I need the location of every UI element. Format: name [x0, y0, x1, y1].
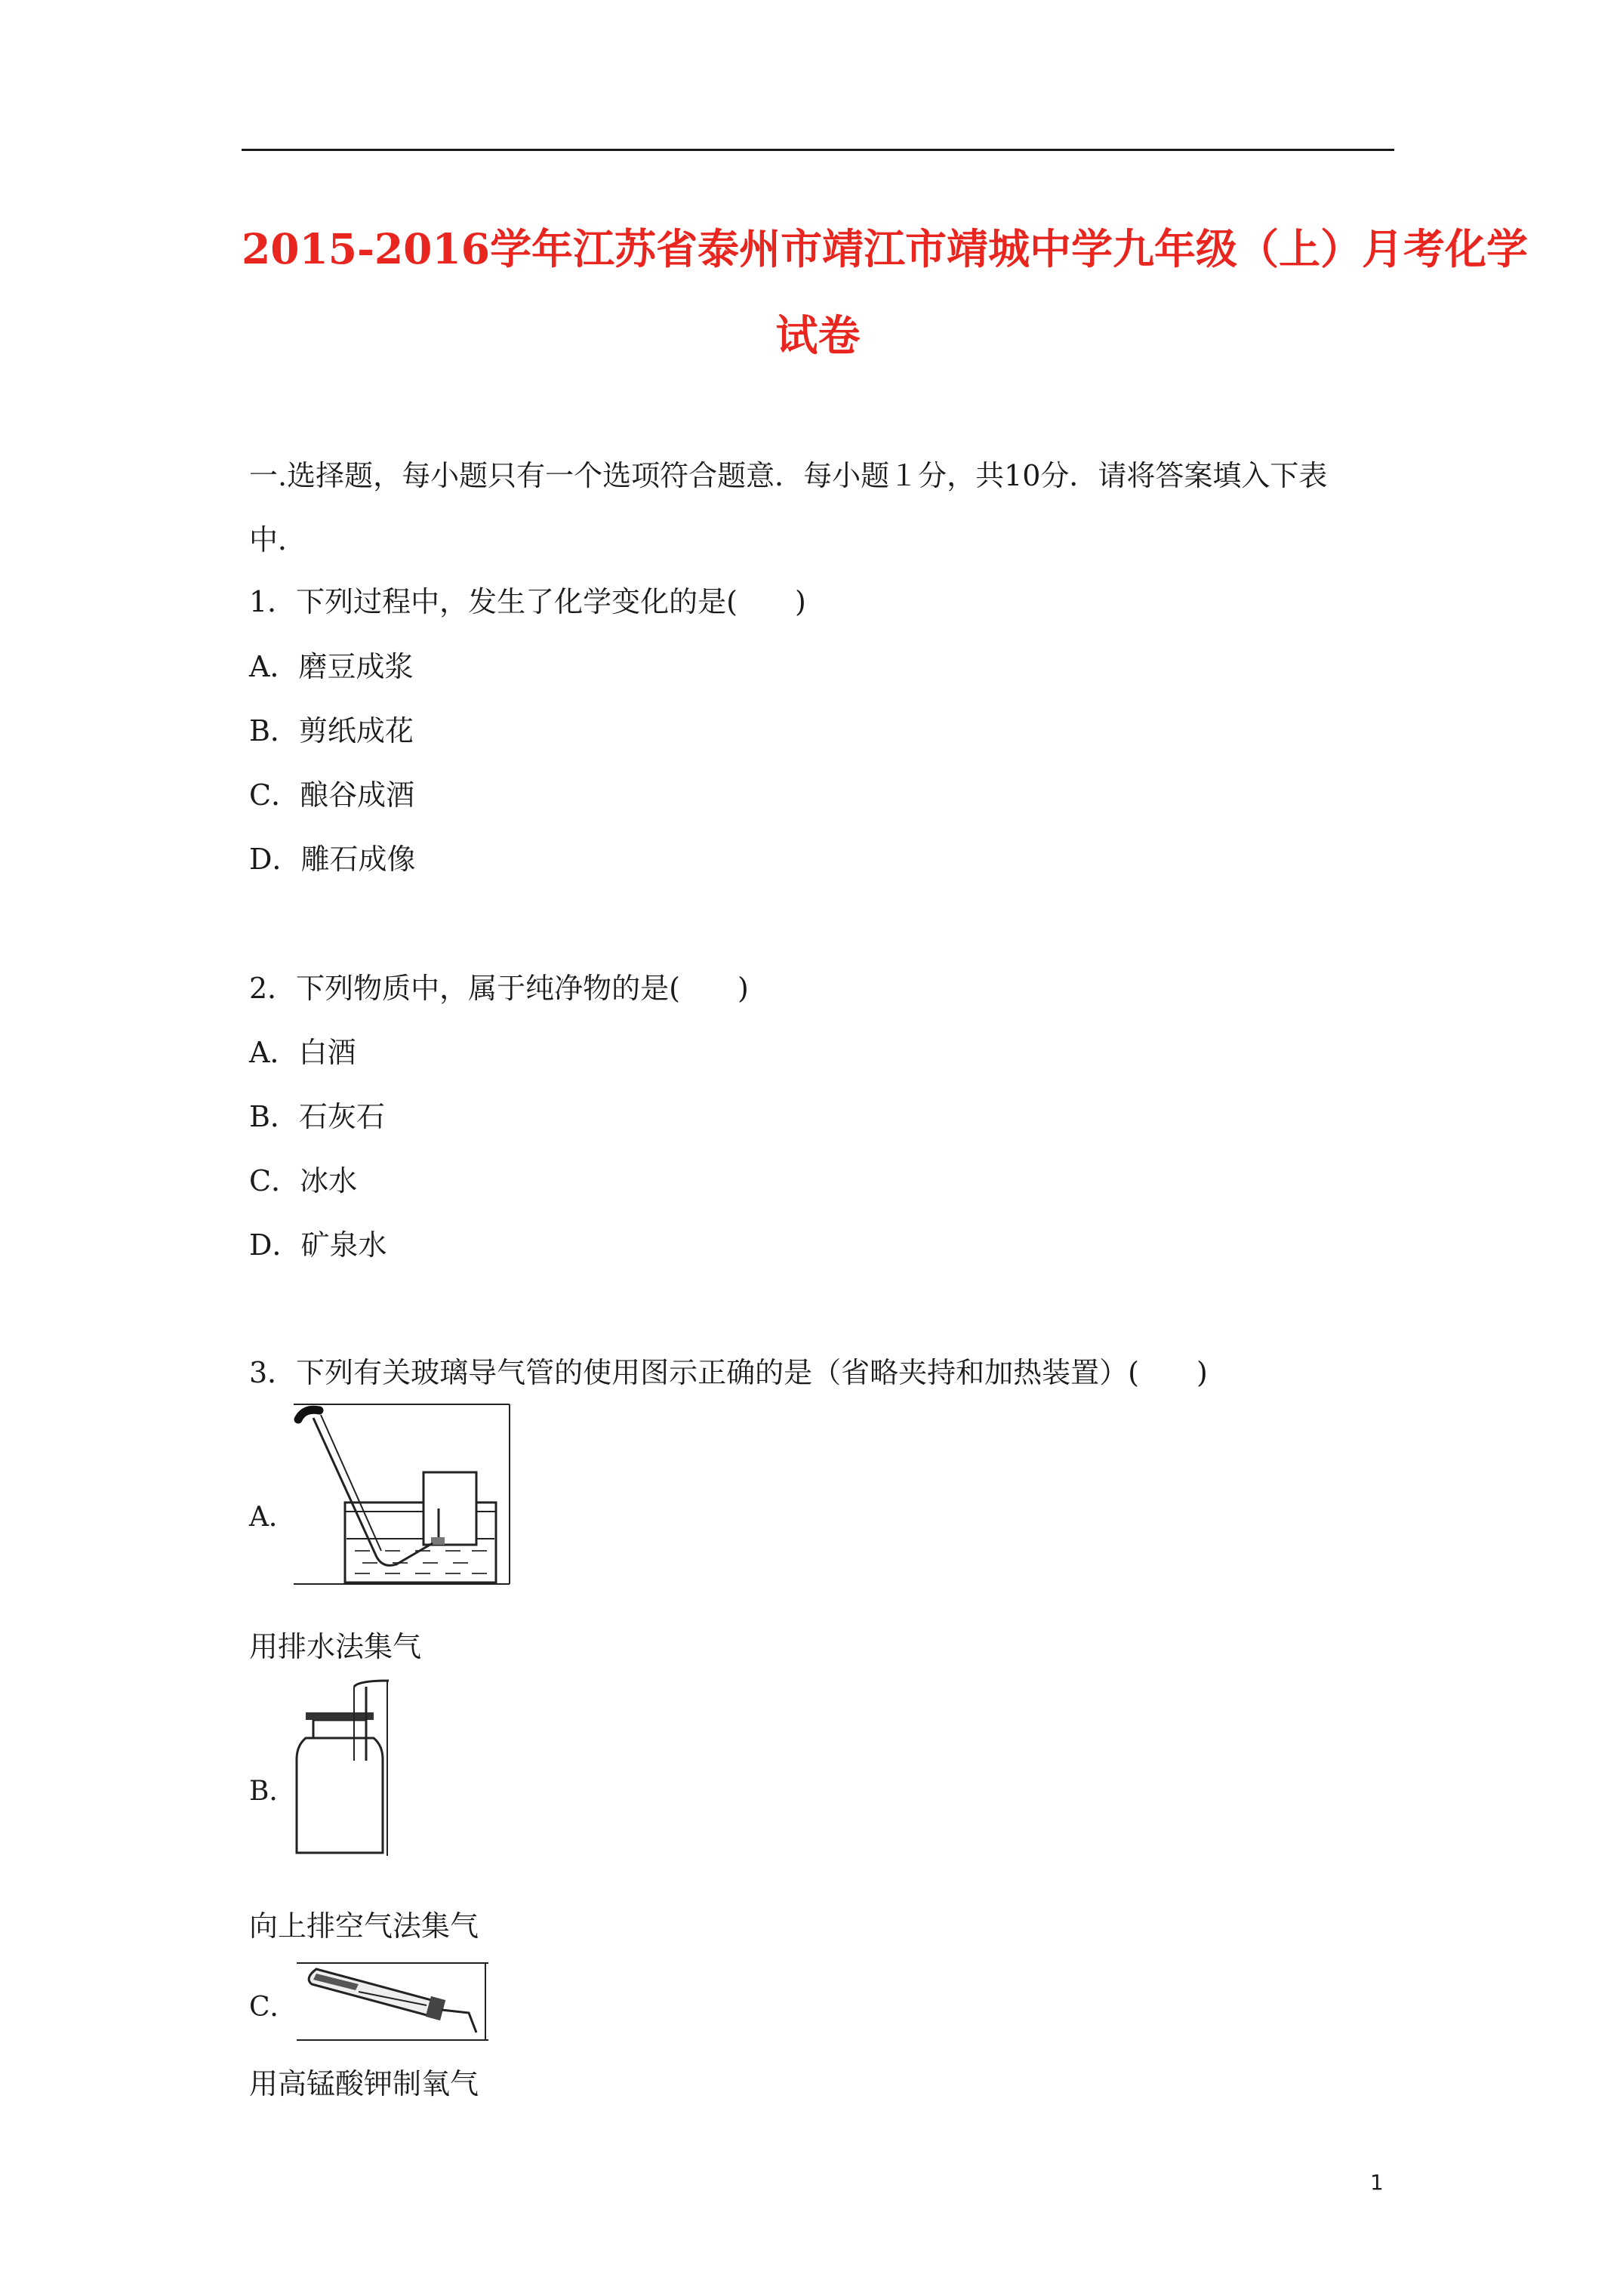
question-2-option-c: C．冰水	[249, 1164, 358, 1197]
question-3-option-a-caption: 用排水法集气	[249, 1630, 422, 1663]
title-line-1: 2015-2016学年江苏省泰州市靖江市靖城中学九年级（上）月考化学	[242, 224, 1528, 273]
question-2-option-b: B．石灰石	[249, 1100, 385, 1133]
question-3-option-a-label: A．	[249, 1502, 296, 1533]
question-1-stem: 1．下列过程中，发生了化学变化的是( )	[249, 585, 806, 618]
question-1-option-c: C．酿谷成酒	[249, 778, 415, 812]
air-displacement-figure	[291, 1678, 396, 1859]
water-displacement-figure	[291, 1403, 511, 1589]
section-heading-cont: 中．	[249, 523, 307, 556]
question-3-option-b-caption: 向上排空气法集气	[249, 1909, 479, 1943]
page-number: 1	[1370, 2170, 1384, 2195]
question-1-option-a: A．磨豆成浆	[249, 650, 414, 683]
question-3-option-c-caption: 用高锰酸钾制氧气	[249, 2067, 479, 2100]
question-3-stem: 3．下列有关玻璃导气管的使用图示正确的是（省略夹持和加热装置）( )	[249, 1356, 1208, 1389]
title-line-2: 试卷	[775, 311, 861, 361]
section-heading: 一.选择题，每小题只有一个选项符合题意．每小题１分，共10分．请将答案填入下表	[249, 459, 1328, 492]
question-1-option-b: B．剪纸成花	[249, 714, 414, 747]
question-3-option-b-label: B．	[249, 1776, 297, 1807]
question-1-option-d: D．雕石成像	[249, 843, 416, 876]
question-2-stem: 2．下列物质中，属于纯净物的是( )	[249, 972, 749, 1005]
question-2-option-a: A．白酒	[249, 1036, 356, 1069]
heating-tube-figure	[291, 1960, 488, 2043]
header-rule	[242, 149, 1394, 151]
question-3-option-c-label: C．	[249, 1992, 297, 2023]
question-2-option-d: D．矿泉水	[249, 1228, 387, 1262]
